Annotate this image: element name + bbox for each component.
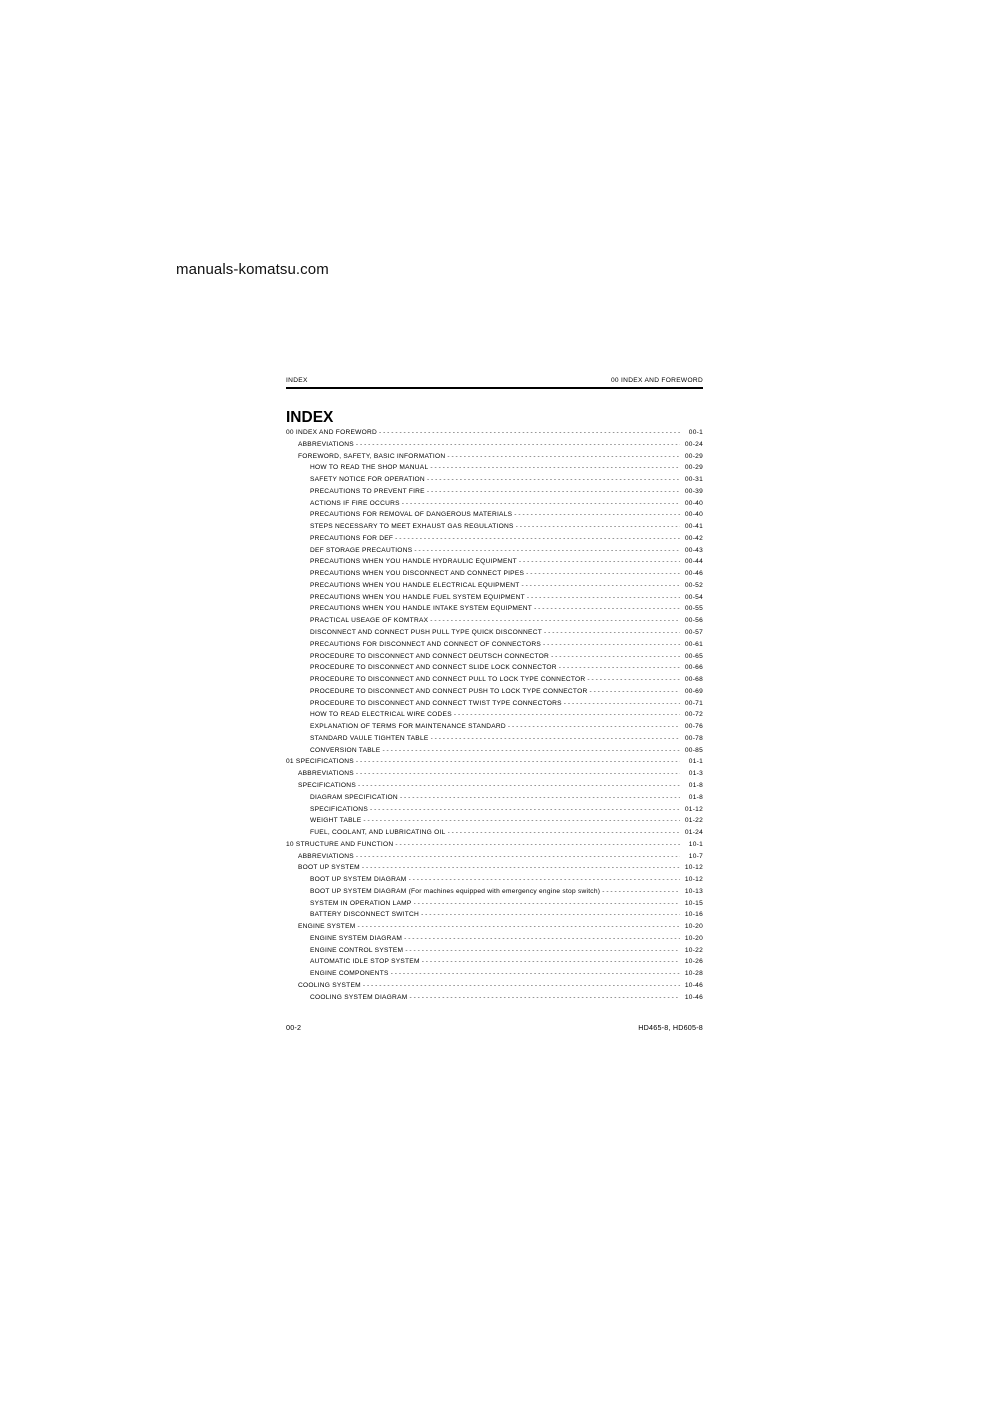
toc-entry[interactable] — [286, 968, 703, 980]
dot-leader — [519, 556, 680, 568]
toc-entry-page: 00-42 — [684, 534, 703, 542]
toc-entry-label: COOLING SYSTEM — [298, 981, 361, 989]
toc-entry-label: ENGINE SYSTEM — [298, 923, 356, 931]
toc-entry[interactable] — [286, 509, 703, 521]
toc-entry[interactable] — [286, 851, 703, 863]
toc-entry[interactable] — [286, 804, 703, 816]
toc-entry[interactable] — [286, 862, 703, 874]
toc-entry-label: PRECAUTIONS WHEN YOU HANDLE INTAKE SYSTEM EQUIPMENT — [310, 605, 533, 613]
toc-entry[interactable] — [286, 792, 703, 804]
toc-entry-page: 00-29 — [684, 452, 703, 460]
toc-entry[interactable] — [286, 439, 703, 451]
toc-entry-label: STEPS NECESSARY TO MEET EXHAUST GAS REGULATIONS — [310, 523, 514, 531]
dot-leader — [356, 851, 680, 863]
toc-entry-label: PRECAUTIONS WHEN YOU DISCONNECT AND CONNECT PIPES — [310, 570, 525, 578]
toc-entry-page: 10-22 — [684, 946, 703, 954]
dot-leader — [395, 839, 680, 851]
toc-entry-label: STANDARD VAULE TIGHTEN TABLE — [310, 734, 429, 742]
toc-entry-page: 00-54 — [684, 593, 703, 601]
toc-entry-label: ABBREVIATIONS — [298, 440, 354, 448]
toc-entry-label: PRECAUTIONS FOR DISCONNECT AND CONNECT OF CONNECTORS — [310, 640, 541, 648]
dot-leader — [431, 733, 680, 745]
toc-entry[interactable] — [286, 498, 703, 510]
toc-entry-page: 00-66 — [684, 664, 703, 672]
toc-entry[interactable] — [286, 451, 703, 463]
page-title: INDEX — [286, 409, 334, 426]
dot-leader — [357, 921, 680, 933]
toc-entry[interactable] — [286, 674, 703, 686]
dot-leader — [405, 945, 680, 957]
dot-leader — [358, 780, 680, 792]
toc-entry[interactable] — [286, 756, 703, 768]
toc-entry-page: 00-24 — [684, 440, 703, 448]
document-page — [286, 376, 703, 1004]
dot-leader — [404, 933, 680, 945]
dot-leader — [589, 686, 680, 698]
toc-entry-label: 00 INDEX AND FOREWORD — [286, 429, 377, 436]
toc-entry-page: 00-31 — [684, 476, 703, 484]
toc-entry-page: 00-40 — [684, 499, 703, 507]
dot-leader — [526, 568, 680, 580]
toc-entry[interactable] — [286, 768, 703, 780]
toc-entry-label: PROCEDURE TO DISCONNECT AND CONNECT DEUTSCH CONNECTOR — [310, 652, 550, 660]
toc-entry-label: PRECAUTIONS FOR DEF — [310, 534, 394, 542]
toc-entry[interactable] — [286, 521, 703, 533]
toc-entry-page: 10-12 — [684, 876, 703, 884]
toc-entry-page: 10-7 — [688, 852, 703, 860]
toc-entry-label: HOW TO READ ELECTRICAL WIRE CODES — [310, 711, 452, 719]
dot-leader — [421, 909, 680, 921]
dot-leader — [543, 639, 680, 651]
toc-entry[interactable] — [286, 827, 703, 839]
table-of-contents — [286, 427, 703, 1004]
toc-entry-label: PRECAUTIONS FOR REMOVAL OF DANGEROUS MATERIALS — [310, 511, 513, 519]
toc-entry-label: ABBREVIATIONS — [298, 852, 354, 860]
toc-entry[interactable] — [286, 721, 703, 733]
toc-entry[interactable] — [286, 745, 703, 757]
toc-entry-page: 00-1 — [688, 429, 703, 436]
watermark-link: manuals-komatsu.com — [176, 261, 329, 278]
toc-entry-label: CONVERSION TABLE — [310, 746, 381, 754]
toc-entry[interactable] — [286, 603, 703, 615]
toc-entry-page: 00-56 — [684, 617, 703, 625]
toc-entry-label: PRECAUTIONS WHEN YOU HANDLE ELECTRICAL EQUIPMENT — [310, 581, 520, 589]
toc-entry[interactable] — [286, 556, 703, 568]
dot-leader — [551, 651, 680, 663]
dot-leader — [356, 768, 680, 780]
dot-leader — [370, 804, 680, 816]
toc-entry-label: ENGINE CONTROL SYSTEM — [310, 946, 404, 954]
toc-entry-page: 00-46 — [684, 570, 703, 578]
header-section-label: 00 INDEX AND FOREWORD — [610, 377, 703, 384]
toc-entry[interactable] — [286, 545, 703, 557]
toc-entry[interactable] — [286, 627, 703, 639]
dot-leader — [409, 874, 681, 886]
toc-entry-page: 00-69 — [684, 687, 703, 695]
toc-entry[interactable] — [286, 733, 703, 745]
toc-entry-page: 00-44 — [684, 558, 703, 566]
toc-entry-label: BOOT UP SYSTEM DIAGRAM (For machines equipped with emergency engine stop switch) — [310, 887, 601, 895]
toc-entry-page: 01-12 — [684, 805, 703, 813]
toc-entry[interactable] — [286, 462, 703, 474]
toc-entry-page: 00-68 — [684, 676, 703, 684]
toc-entry[interactable] — [286, 662, 703, 674]
toc-entry-label: ENGINE COMPONENTS — [310, 970, 389, 978]
dot-leader — [534, 603, 680, 615]
dot-leader — [379, 427, 680, 439]
toc-entry-page: 00-65 — [684, 652, 703, 660]
toc-entry-page: 00-61 — [684, 640, 703, 648]
dot-leader — [454, 709, 680, 721]
toc-entry-label: FUEL, COOLANT, AND LUBRICATING OIL — [310, 829, 446, 837]
toc-entry[interactable] — [286, 980, 703, 992]
toc-entry-label: BATTERY DISCONNECT SWITCH — [310, 911, 420, 919]
toc-entry-page: 10-1 — [688, 840, 703, 848]
toc-entry-label: PRECAUTIONS WHEN YOU HANDLE FUEL SYSTEM EQUIPMENT — [310, 593, 525, 601]
dot-leader — [402, 498, 680, 510]
toc-entry[interactable] — [286, 474, 703, 486]
dot-leader — [430, 462, 680, 474]
toc-entry-page: 00-29 — [684, 464, 703, 472]
toc-entry-page: 00-39 — [684, 487, 703, 495]
toc-entry[interactable] — [286, 580, 703, 592]
dot-leader — [414, 545, 680, 557]
dot-leader — [382, 745, 680, 757]
toc-entry-page: 00-41 — [684, 523, 703, 531]
toc-entry[interactable] — [286, 651, 703, 663]
toc-entry[interactable] — [286, 780, 703, 792]
toc-entry-label: HOW TO READ THE SHOP MANUAL — [310, 464, 429, 472]
toc-entry-label: DEF STORAGE PRECAUTIONS — [310, 546, 413, 554]
dot-leader — [527, 592, 680, 604]
toc-entry-label: SAFETY NOTICE FOR OPERATION — [310, 476, 425, 484]
dot-leader — [508, 721, 680, 733]
dot-leader — [414, 898, 680, 910]
dot-leader — [544, 627, 680, 639]
toc-entry[interactable] — [286, 874, 703, 886]
footer-page-number: 00-2 — [286, 1023, 302, 1032]
toc-entry-page: 01-8 — [688, 793, 703, 801]
dot-leader — [448, 827, 680, 839]
toc-entry-page: 10-20 — [684, 934, 703, 942]
toc-entry-label: PROCEDURE TO DISCONNECT AND CONNECT PUSH TO LOCK TYPE CONNECTOR — [310, 687, 588, 695]
toc-entry-label: WEIGHT TABLE — [310, 817, 362, 825]
toc-entry-label: PROCEDURE TO DISCONNECT AND CONNECT TWIST TYPE CONNECTORS — [310, 699, 562, 707]
toc-entry[interactable] — [286, 698, 703, 710]
toc-entry[interactable] — [286, 886, 703, 898]
dot-leader — [516, 521, 680, 533]
toc-entry[interactable] — [286, 639, 703, 651]
toc-entry-label: FOREWORD, SAFETY, BASIC INFORMATION — [298, 452, 446, 460]
toc-entry-label: COOLING SYSTEM DIAGRAM — [310, 993, 408, 1001]
dot-leader — [587, 674, 680, 686]
toc-entry-label: PRECAUTIONS WHEN YOU HANDLE HYDRAULIC EQUIPMENT — [310, 558, 517, 566]
dot-leader — [427, 474, 680, 486]
toc-entry-page: 00-85 — [684, 746, 703, 754]
dot-leader — [395, 533, 680, 545]
dot-leader — [430, 615, 680, 627]
toc-entry-label: PRECAUTIONS TO PREVENT FIRE — [310, 487, 425, 495]
toc-entry-page: 01-3 — [688, 770, 703, 778]
toc-entry-page: 00-52 — [684, 581, 703, 589]
toc-entry-label: ACTIONS IF FIRE OCCURS — [310, 499, 400, 507]
toc-entry-label: 10 STRUCTURE AND FUNCTION — [286, 840, 394, 848]
toc-entry-page: 10-15 — [684, 899, 703, 907]
toc-entry-page: 00-78 — [684, 734, 703, 742]
toc-entry[interactable] — [286, 839, 703, 851]
dot-leader — [363, 815, 680, 827]
header-left-label: INDEX — [286, 377, 308, 384]
toc-entry-label: SPECIFICATIONS — [310, 805, 368, 813]
dot-leader — [559, 662, 680, 674]
running-header — [286, 376, 703, 386]
toc-entry[interactable] — [286, 933, 703, 945]
toc-entry[interactable] — [286, 898, 703, 910]
toc-entry-page: 10-13 — [684, 887, 703, 895]
toc-entry-page: 10-20 — [684, 923, 703, 931]
toc-entry-label: BOOT UP SYSTEM — [298, 864, 360, 872]
dot-leader — [427, 486, 680, 498]
toc-entry-label: DIAGRAM SPECIFICATION — [310, 793, 398, 801]
toc-entry[interactable] — [286, 956, 703, 968]
toc-entry-page: 00-55 — [684, 605, 703, 613]
toc-entry-page: 10-12 — [684, 864, 703, 872]
toc-entry[interactable] — [286, 686, 703, 698]
toc-entry-page: 00-57 — [684, 629, 703, 637]
footer-model: HD465-8, HD605-8 — [638, 1023, 703, 1032]
toc-entry-page: 00-72 — [684, 711, 703, 719]
toc-entry-page: 01-1 — [688, 758, 703, 766]
toc-entry[interactable] — [286, 992, 703, 1004]
running-footer — [286, 1023, 703, 1032]
toc-entry-label: BOOT UP SYSTEM DIAGRAM — [310, 876, 407, 884]
dot-leader — [356, 756, 680, 768]
toc-entry[interactable] — [286, 815, 703, 827]
dot-leader — [391, 968, 680, 980]
dot-leader — [564, 698, 680, 710]
toc-entry[interactable] — [286, 427, 703, 439]
toc-entry-label: PROCEDURE TO DISCONNECT AND CONNECT PULL TO LOCK TYPE CONNECTOR — [310, 676, 586, 684]
toc-entry-page: 01-8 — [688, 781, 703, 789]
toc-entry-page: 01-22 — [684, 817, 703, 825]
toc-entry[interactable] — [286, 709, 703, 721]
dot-leader — [514, 509, 680, 521]
toc-entry-page: 00-76 — [684, 723, 703, 731]
toc-entry[interactable] — [286, 486, 703, 498]
toc-entry-label: DISCONNECT AND CONNECT PUSH PULL TYPE QUICK DISCONNECT — [310, 629, 542, 637]
toc-entry-page: 10-26 — [684, 958, 703, 966]
toc-entry-label: PRACTICAL USEAGE OF KOMTRAX — [310, 617, 429, 625]
toc-entry-label: ENGINE SYSTEM DIAGRAM — [310, 934, 403, 942]
toc-entry-page: 10-46 — [684, 993, 703, 1001]
toc-entry[interactable] — [286, 909, 703, 921]
dot-leader — [362, 862, 680, 874]
toc-entry-page: 10-28 — [684, 970, 703, 978]
toc-entry[interactable] — [286, 568, 703, 580]
toc-entry-label: SPECIFICATIONS — [298, 781, 356, 789]
dot-leader — [447, 451, 680, 463]
dot-leader — [356, 439, 680, 451]
toc-entry-label: EXPLANATION OF TERMS FOR MAINTENANCE STANDARD — [310, 723, 506, 731]
dot-leader — [409, 992, 680, 1004]
toc-entry-page: 00-40 — [684, 511, 703, 519]
toc-entry[interactable] — [286, 533, 703, 545]
toc-entry[interactable] — [286, 615, 703, 627]
dot-leader — [422, 956, 680, 968]
toc-entry-label: PROCEDURE TO DISCONNECT AND CONNECT SLIDE LOCK CONNECTOR — [310, 664, 557, 672]
toc-entry-page: 00-43 — [684, 546, 703, 554]
toc-entry-page: 00-71 — [684, 699, 703, 707]
toc-entry-page: 10-16 — [684, 911, 703, 919]
toc-entry-page: 01-24 — [684, 829, 703, 837]
dot-leader — [521, 580, 680, 592]
toc-entry[interactable] — [286, 921, 703, 933]
header-rule — [286, 387, 703, 389]
toc-entry-label: AUTOMATIC IDLE STOP SYSTEM — [310, 958, 420, 966]
toc-entry-label: 01 SPECIFICATIONS — [286, 758, 354, 766]
toc-entry-label: ABBREVIATIONS — [298, 770, 354, 778]
dot-leader — [400, 792, 680, 804]
dot-leader — [602, 886, 680, 898]
toc-entry[interactable] — [286, 945, 703, 957]
dot-leader — [363, 980, 680, 992]
toc-entry-page: 10-46 — [684, 981, 703, 989]
toc-entry[interactable] — [286, 592, 703, 604]
toc-entry-label: SYSTEM IN OPERATION LAMP — [310, 899, 412, 907]
